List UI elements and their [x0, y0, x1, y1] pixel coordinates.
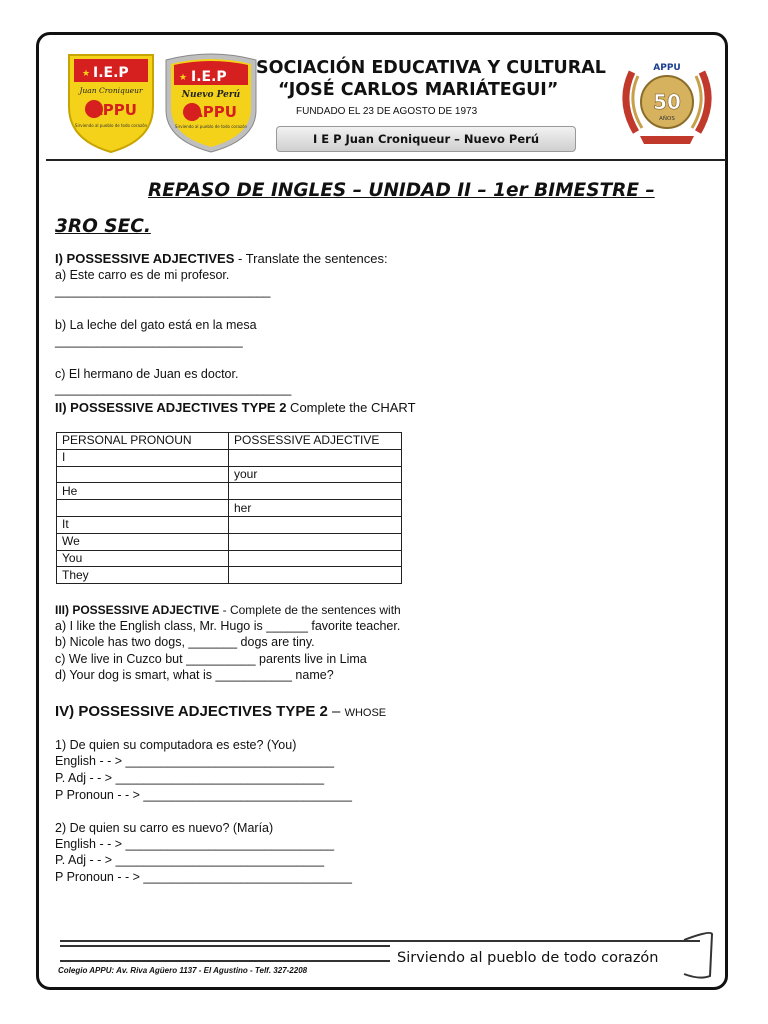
logo2-motto: Sirviendo al pueblo de todo corazón — [174, 124, 248, 129]
footer-swoosh — [680, 930, 716, 982]
section3-title: III) POSSESSIVE ADJECTIVE — [55, 603, 220, 617]
section3-instruction: - Complete de the sentences with — [219, 603, 401, 617]
table-cell[interactable]: You — [57, 550, 229, 567]
logo3-brand: APPU — [653, 63, 681, 73]
answer-line[interactable]: ___________________________ — [55, 334, 243, 348]
section1-title: I) POSSESSIVE ADJECTIVES — [55, 251, 235, 266]
table-header-row — [57, 433, 402, 450]
school-name-box — [276, 126, 576, 152]
q2-ppronoun-line[interactable]: P Pronoun - - > ______________________________ — [55, 870, 352, 884]
table-cell[interactable] — [229, 567, 402, 584]
table-row — [57, 483, 402, 500]
section4-heading — [55, 703, 386, 720]
q1-ppronoun-line[interactable]: P Pronoun - - > ______________________________ — [55, 788, 352, 802]
logo1-top: I.E.P — [93, 65, 129, 81]
table-cell[interactable] — [57, 500, 229, 517]
section2-heading — [55, 400, 416, 415]
table-cell[interactable]: her — [229, 500, 402, 517]
section2-title: II) POSSESSIVE ADJECTIVES TYPE 2 — [55, 400, 287, 415]
table-row — [57, 533, 402, 550]
logo2-middle: Nuevo Perú — [181, 90, 241, 100]
answer-line[interactable]: _______________________________ — [55, 284, 271, 298]
footer-stripe — [60, 960, 390, 962]
table-row — [57, 567, 402, 584]
section4-dash: – — [327, 703, 345, 720]
footer-stripe — [60, 945, 390, 947]
table-cell[interactable] — [57, 466, 229, 483]
founded-date: FUNDADO EL 23 DE AGOSTO DE 1973 — [296, 106, 478, 117]
answer-line[interactable]: __________________________________ — [55, 382, 292, 396]
logo3-number: 50 — [653, 90, 681, 114]
table-cell[interactable] — [229, 449, 402, 466]
table-cell[interactable] — [229, 483, 402, 500]
section2-instruction: Complete the CHART — [286, 400, 416, 415]
table-cell[interactable]: your — [229, 466, 402, 483]
table-row — [57, 550, 402, 567]
section1-item-a: a) Este carro es de mi profesor. — [55, 268, 230, 282]
q2-english-line[interactable]: English - - > ______________________________ — [55, 837, 335, 851]
footer-slogan: Sirviendo al pueblo de todo corazón — [397, 950, 659, 966]
table-cell[interactable] — [229, 550, 402, 567]
school-name: I E P Juan Croniqueur – Nuevo Perú — [312, 132, 540, 146]
section4-title: IV) POSSESSIVE ADJECTIVES TYPE 2 — [55, 703, 328, 720]
logo1-motto: Sirviendo al pueblo de todo corazón — [74, 123, 148, 128]
section4-instruction: WHOSE — [344, 707, 387, 719]
q1-question: 1) De quien su computadora es este? (You) — [55, 738, 297, 752]
section3-item-c: c) We live in Cuzco but __________ parents live in Lima — [55, 652, 367, 666]
worksheet-title-grade: 3RO SEC. — [55, 216, 151, 237]
table-row — [57, 449, 402, 466]
table-cell[interactable]: He — [57, 483, 229, 500]
section3-item-d: d) Your dog is smart, what is ___________ name? — [55, 668, 334, 682]
footer-address: Colegio APPU: Av. Riva Agüero 1137 - El Agustino - Telf. 327-2208 — [58, 966, 308, 975]
q2-padj-line[interactable]: P. Adj - - > ______________________________ — [55, 853, 325, 867]
q1-english-line[interactable]: English - - > ______________________________ — [55, 754, 335, 768]
logo2-brand: APPU — [191, 103, 237, 121]
logo1-middle: Juan Croniqueur — [79, 86, 143, 95]
table-row — [57, 500, 402, 517]
logo1-brand: APPU — [91, 101, 137, 119]
header-divider — [46, 159, 726, 161]
fifty-years-emblem — [614, 52, 720, 152]
association-name-line1: SOCIACIÓN EDUCATIVA Y CULTURAL — [256, 58, 606, 78]
svg-text:★: ★ — [179, 73, 188, 83]
section1-instruction: - Translate the sentences: — [234, 251, 388, 266]
section3-heading — [55, 603, 401, 617]
section1-item-c: c) El hermano de Juan es doctor. — [55, 367, 239, 381]
table-cell[interactable]: We — [57, 533, 229, 550]
footer-stripe — [60, 940, 700, 942]
section3-item-a: a) I like the English class, Mr. Hugo is ______ favorite teacher. — [55, 619, 401, 633]
school-shield-logo-nuevo-peru — [162, 52, 260, 154]
worksheet-title: REPASO DE INGLES – UNIDAD II – 1er BIMESTRE – — [148, 180, 655, 201]
table-cell[interactable]: It — [57, 516, 229, 533]
association-name-line2: “JOSÉ CARLOS MARIÁTEGUI” — [278, 80, 559, 100]
table-cell[interactable]: They — [57, 567, 229, 584]
table-cell[interactable] — [229, 516, 402, 533]
possessive-chart — [56, 432, 402, 584]
logo2-top: I.E.P — [191, 69, 227, 85]
section1-heading — [55, 251, 388, 266]
column-header: POSSESSIVE ADJECTIVE — [229, 433, 402, 450]
q2-question: 2) De quien su carro es nuevo? (María) — [55, 821, 274, 835]
table-row — [57, 516, 402, 533]
section3-item-b: b) Nicole has two dogs, _______ dogs are tiny. — [55, 635, 315, 649]
table-cell[interactable]: I — [57, 449, 229, 466]
column-header: PERSONAL PRONOUN — [57, 433, 229, 450]
section1-item-b: b) La leche del gato está en la mesa — [55, 318, 257, 332]
table-cell[interactable] — [229, 533, 402, 550]
table-row — [57, 466, 402, 483]
logo3-unit: AÑOS — [659, 116, 675, 122]
school-shield-logo-juan-croniqueur — [66, 52, 156, 154]
svg-text:★: ★ — [82, 69, 91, 79]
q1-padj-line[interactable]: P. Adj - - > ______________________________ — [55, 771, 325, 785]
